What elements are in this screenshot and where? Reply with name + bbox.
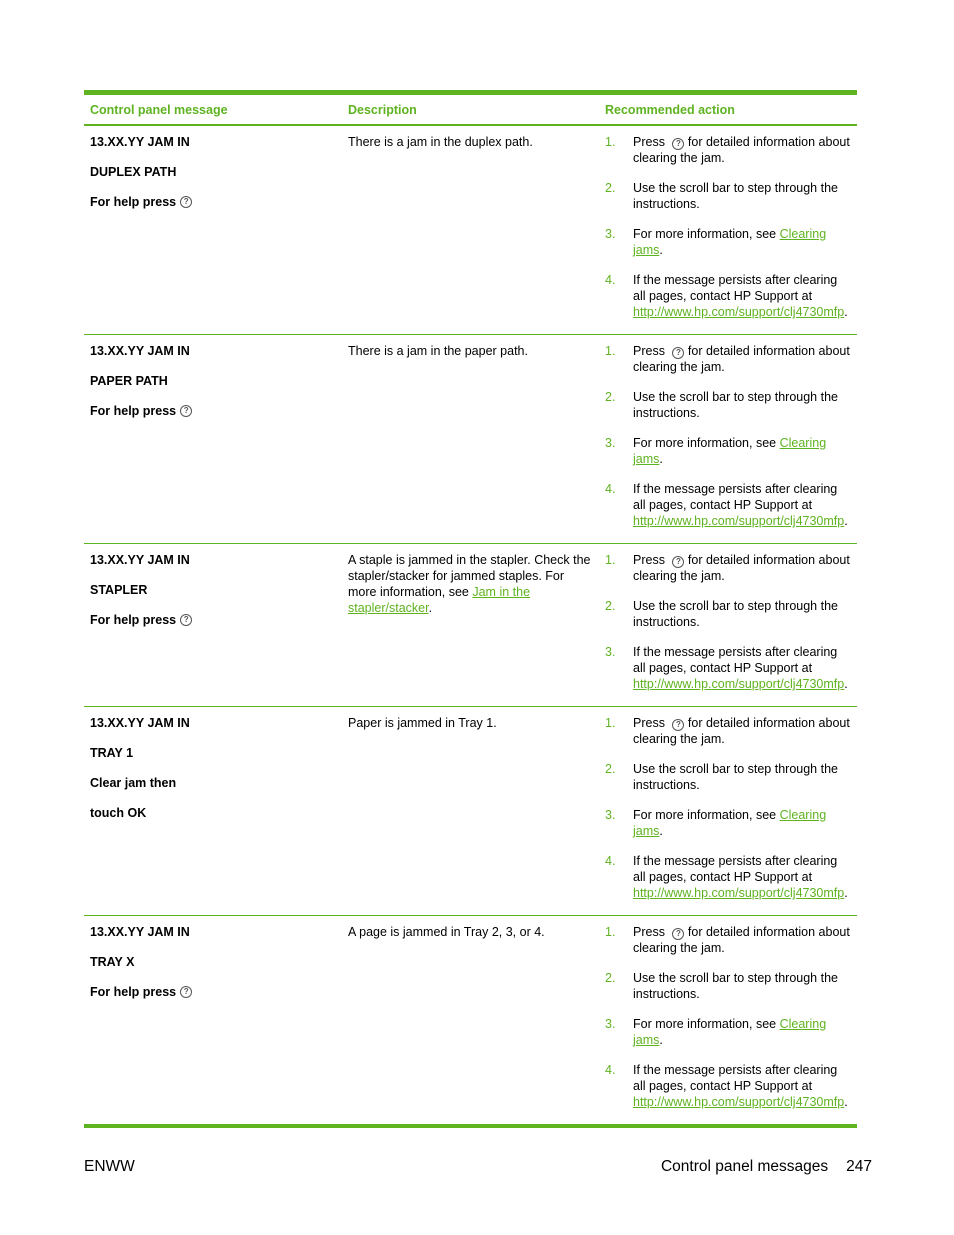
step-text: For more information, see Clearing jams.: [633, 227, 827, 257]
action-step: [605, 389, 851, 421]
message-line: [90, 134, 336, 150]
step-link[interactable]: http://www.hp.com/support/clj4730mfp: [633, 1095, 845, 1109]
step-number: 1.: [605, 716, 616, 730]
message-line: [90, 984, 336, 1000]
table-row: [84, 126, 857, 335]
action-step: [605, 1062, 851, 1110]
description-cell: [342, 126, 599, 334]
message-line: [90, 582, 336, 598]
footer-left: ENWW: [84, 1158, 135, 1175]
action-steps: [605, 343, 851, 529]
message-line: [90, 194, 336, 210]
step-text: Press ? for detailed information about clearing the jam.: [633, 716, 850, 746]
action-cell: [599, 126, 857, 334]
step-text: Press ? for detailed information about clearing the jam.: [633, 135, 850, 165]
action-step: [605, 435, 851, 467]
step-text: Press ? for detailed information about clearing the jam.: [633, 925, 850, 955]
action-step: [605, 807, 851, 839]
message-line-text: 13.XX.YY JAM IN: [90, 344, 190, 358]
step-number: 4.: [605, 1063, 616, 1077]
help-question-icon: ?: [180, 986, 192, 998]
message-line: [90, 403, 336, 419]
step-number: 4.: [605, 273, 616, 287]
help-question-icon: ?: [180, 614, 192, 626]
help-question-icon: ?: [180, 196, 192, 208]
step-text: For more information, see Clearing jams.: [633, 1017, 827, 1047]
message-line-text: TRAY 1: [90, 746, 134, 760]
step-text: Press ? for detailed information about clearing the jam.: [633, 344, 850, 374]
table-row: [84, 335, 857, 544]
action-step: [605, 924, 851, 956]
step-number: 3.: [605, 436, 616, 450]
description-link[interactable]: Jam in the stapler/stacker: [348, 585, 531, 615]
message-line: [90, 715, 336, 731]
table-header-row: [84, 95, 857, 126]
step-text: If the message persists after clearing all pages, contact HP Support at http://www.hp.com/support/clj4730mfp.: [633, 1063, 848, 1109]
table-row: [84, 707, 857, 916]
step-link[interactable]: http://www.hp.com/support/clj4730mfp: [633, 514, 845, 528]
action-step: [605, 343, 851, 375]
messages-table: [84, 90, 857, 1128]
help-question-icon: ?: [672, 719, 684, 731]
step-link[interactable]: Clearing jams: [633, 808, 827, 838]
step-text: Use the scroll bar to step through the instructions.: [633, 762, 838, 792]
message-line: [90, 745, 336, 761]
description-text: There is a jam in the duplex path.: [348, 135, 533, 149]
step-text: Use the scroll bar to step through the instructions.: [633, 971, 838, 1001]
action-step: [605, 180, 851, 212]
message-line-text: For help press: [90, 985, 177, 999]
step-number: 1.: [605, 344, 616, 358]
footer-right: [661, 1158, 872, 1176]
action-step: [605, 644, 851, 692]
step-number: 2.: [605, 971, 616, 985]
action-step: [605, 272, 851, 320]
footer-section: Control panel messages: [660, 1158, 829, 1175]
message-line-text: DUPLEX PATH: [90, 165, 177, 179]
step-number: 2.: [605, 390, 616, 404]
action-step: [605, 552, 851, 584]
message-line-text: 13.XX.YY JAM IN: [90, 135, 190, 149]
message-line-text: PAPER PATH: [90, 374, 168, 388]
message-line-text: For help press: [90, 404, 177, 418]
step-number: 3.: [605, 808, 616, 822]
help-question-icon: ?: [180, 405, 192, 417]
header-description: Description: [348, 102, 417, 117]
description-text: A staple is jammed in the stapler. Check the stapler/stacker for jammed staples. For more information, see: [348, 553, 591, 599]
description-cell: [342, 335, 599, 543]
message-line-text: STAPLER: [90, 583, 148, 597]
description-text: There is a jam in the paper path.: [348, 344, 528, 358]
step-number: 3.: [605, 227, 616, 241]
help-question-icon: ?: [672, 347, 684, 359]
header-message: Control panel message: [90, 102, 228, 117]
action-steps: [605, 924, 851, 1110]
step-text: For more information, see Clearing jams.: [633, 436, 827, 466]
step-link[interactable]: Clearing jams: [633, 1017, 827, 1047]
step-text: If the message persists after clearing all pages, contact HP Support at http://www.hp.com/support/clj4730mfp.: [633, 645, 848, 691]
step-link[interactable]: http://www.hp.com/support/clj4730mfp: [633, 677, 845, 691]
message-line: [90, 373, 336, 389]
description-cell: [342, 707, 599, 915]
action-cell: [599, 916, 857, 1124]
message-line: [90, 612, 336, 628]
table-row: [84, 544, 857, 707]
message-line: [90, 954, 336, 970]
action-steps: [605, 715, 851, 901]
action-steps: [605, 552, 851, 692]
step-number: 1.: [605, 553, 616, 567]
help-question-icon: ?: [672, 138, 684, 150]
message-cell: [84, 916, 342, 1124]
step-number: 3.: [605, 1017, 616, 1031]
step-number: 2.: [605, 181, 616, 195]
header-action: Recommended action: [605, 102, 735, 117]
description-cell: [342, 544, 599, 706]
step-link[interactable]: Clearing jams: [633, 436, 827, 466]
message-line-text: 13.XX.YY JAM IN: [90, 553, 190, 567]
message-line-text: 13.XX.YY JAM IN: [90, 925, 190, 939]
message-line-text: For help press: [90, 613, 177, 627]
message-line: [90, 164, 336, 180]
message-line-text: 13.XX.YY JAM IN: [90, 716, 190, 730]
help-question-icon: ?: [672, 928, 684, 940]
message-line: [90, 805, 336, 821]
step-text: If the message persists after clearing all pages, contact HP Support at http://www.hp.com/support/clj4730mfp.: [633, 854, 848, 900]
action-step: [605, 481, 851, 529]
action-steps: [605, 134, 851, 320]
message-cell: [84, 126, 342, 334]
description-text: A page is jammed in Tray 2, 3, or 4.: [348, 925, 545, 939]
step-number: 2.: [605, 762, 616, 776]
step-number: 2.: [605, 599, 616, 613]
help-question-icon: ?: [672, 556, 684, 568]
message-line: [90, 775, 336, 791]
step-text: Use the scroll bar to step through the instructions.: [633, 599, 838, 629]
step-link[interactable]: Clearing jams: [633, 227, 827, 257]
action-step: [605, 134, 851, 166]
step-text: If the message persists after clearing all pages, contact HP Support at http://www.hp.com/support/clj4730mfp.: [633, 273, 848, 319]
message-line-text: Clear jam then: [90, 776, 177, 790]
step-number: 1.: [605, 925, 616, 939]
action-step: [605, 598, 851, 630]
message-line-text: For help press: [90, 195, 177, 209]
action-step: [605, 970, 851, 1002]
message-line: [90, 552, 336, 568]
message-cell: [84, 335, 342, 543]
message-cell: [84, 707, 342, 915]
step-number: 4.: [605, 482, 616, 496]
message-cell: [84, 544, 342, 706]
action-cell: [599, 544, 857, 706]
table-row: [84, 916, 857, 1128]
message-line-text: TRAY X: [90, 955, 135, 969]
message-line: [90, 924, 336, 940]
action-step: [605, 226, 851, 258]
step-text: If the message persists after clearing all pages, contact HP Support at http://www.hp.com/support/clj4730mfp.: [633, 482, 848, 528]
step-text: Use the scroll bar to step through the instructions.: [633, 181, 838, 211]
description-text: Paper is jammed in Tray 1.: [348, 716, 497, 730]
action-cell: [599, 707, 857, 915]
table-body: [84, 126, 857, 1128]
action-step: [605, 715, 851, 747]
step-text: Use the scroll bar to step through the instructions.: [633, 390, 838, 420]
description-text-end: .: [428, 601, 433, 615]
message-line: [90, 343, 336, 359]
step-text: For more information, see Clearing jams.: [633, 808, 827, 838]
step-number: 4.: [605, 854, 616, 868]
step-number: 1.: [605, 135, 616, 149]
step-link[interactable]: http://www.hp.com/support/clj4730mfp: [633, 305, 845, 319]
step-link[interactable]: http://www.hp.com/support/clj4730mfp: [633, 886, 845, 900]
step-text: Press ? for detailed information about clearing the jam.: [633, 553, 850, 583]
action-step: [605, 853, 851, 901]
page-number: 247: [846, 1158, 872, 1175]
action-step: [605, 1016, 851, 1048]
message-line-text: touch OK: [90, 806, 147, 820]
action-step: [605, 761, 851, 793]
action-cell: [599, 335, 857, 543]
description-cell: [342, 916, 599, 1124]
step-number: 3.: [605, 645, 616, 659]
